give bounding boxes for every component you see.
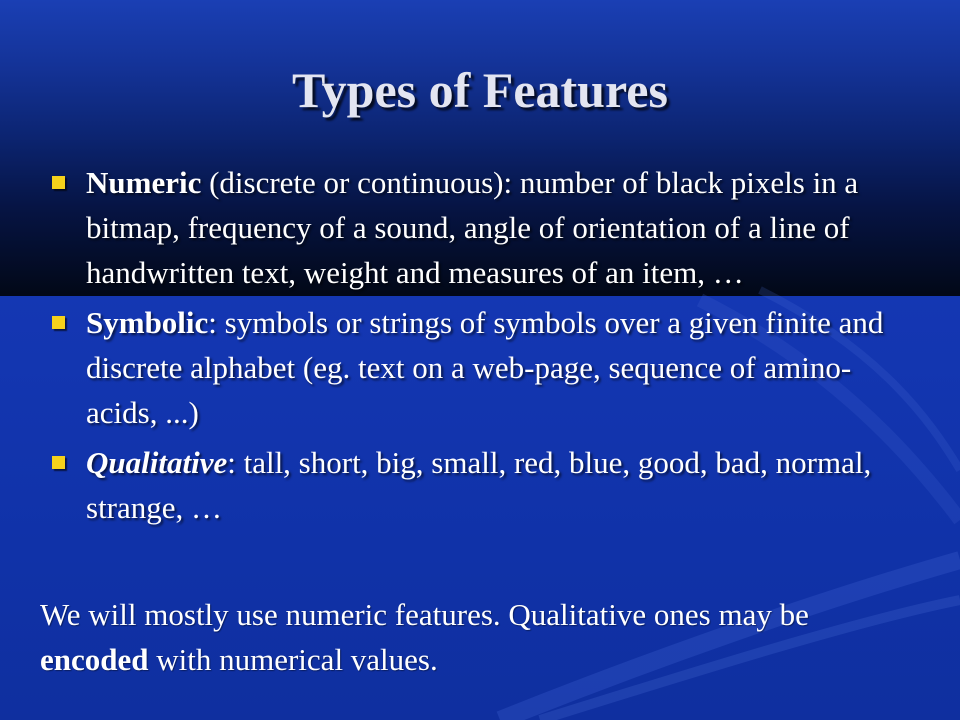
square-bullet-icon <box>52 456 65 469</box>
footer-text: We will mostly use numeric features. Qualitative ones may be <box>40 597 809 632</box>
square-bullet-icon <box>52 176 65 189</box>
footer-text-end: with numerical values. <box>148 642 438 677</box>
bullet-term: Qualitative <box>86 445 228 480</box>
square-bullet-icon <box>52 316 65 329</box>
slide-title: Types of Features <box>292 62 668 118</box>
bullet-text: : symbols or strings of symbols over a given finite and discrete alphabet (eg. text on a web-page, sequence of amino-acids, ...) <box>86 305 884 430</box>
bullet-text: (discrete or continuous): number of black pixels in a bitmap, frequency of a sound, angle of orientation of a line of handwritten text, weight and measures of an item, … <box>86 165 859 290</box>
bullet-qualitative <box>48 440 908 530</box>
footer-bold-text: encoded <box>40 642 149 677</box>
bullet-term: Symbolic <box>86 305 209 340</box>
bullet-list <box>48 160 908 535</box>
bullet-text: : tall, short, big, small, red, blue, good, bad, normal, strange, … <box>86 445 872 525</box>
bullet-numeric <box>48 160 908 295</box>
bullet-term: Numeric <box>86 165 202 200</box>
footer-note <box>40 592 900 682</box>
bullet-symbolic <box>48 300 908 435</box>
